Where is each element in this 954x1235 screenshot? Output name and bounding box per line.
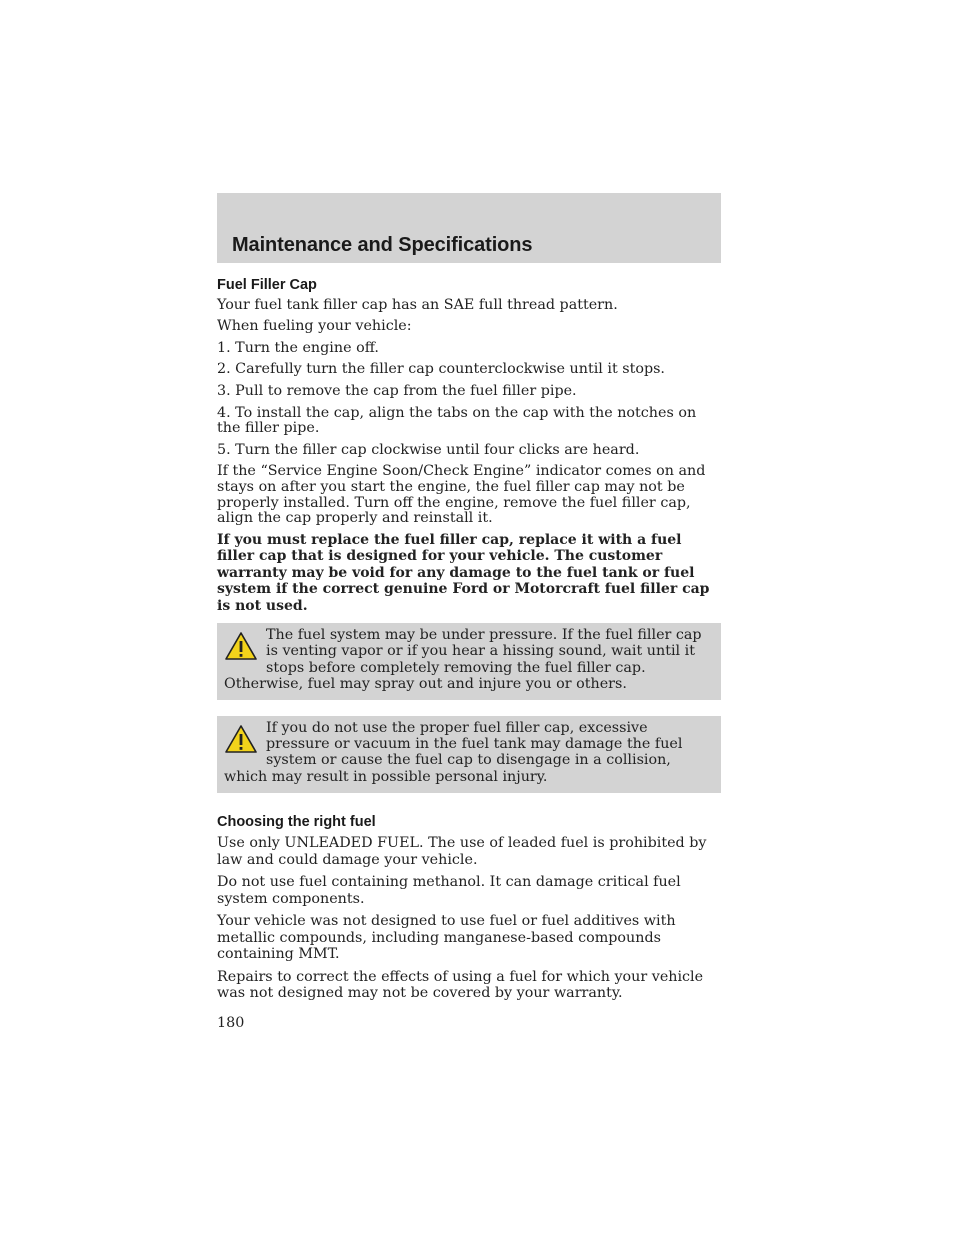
manual-page: [217, 193, 721, 1032]
section-title: Maintenance and Specifications: [232, 234, 533, 256]
page-number: 180: [217, 1014, 245, 1031]
fuel-filler-cap-heading: Fuel Filler Cap: [217, 277, 317, 293]
warning-triangle-icon: [224, 724, 258, 754]
fuel-paragraph-2: Do not use fuel containing methanol. It can damage critical fuel system components.: [217, 874, 681, 907]
warning-box-improper-cap: [217, 716, 721, 793]
fuel-paragraph-1: Use only UNLEADED FUEL. The use of leaded fuel is prohibited by law and could damage your vehicle.: [217, 835, 707, 868]
step-3: 3. Pull to remove the cap from the fuel filler pipe.: [217, 382, 577, 399]
page-content: [217, 278, 721, 1032]
intro-paragraph: Your fuel tank filler cap has an SAE full thread pattern.: [217, 296, 618, 313]
replace-cap-note: If you must replace the fuel filler cap, replace it with a fuel filler cap that is designed for your vehicle. The customer warranty may be void for any damage to the fuel tank or fuel system if the correct genuine Ford or Motorcraft fuel filler cap is not used.: [217, 531, 710, 614]
choosing-fuel-heading: Choosing the right fuel: [217, 813, 376, 830]
step-5: 5. Turn the filler cap clockwise until four clicks are heard.: [217, 441, 640, 458]
section-header: [217, 193, 721, 263]
when-fueling-paragraph: When fueling your vehicle:: [217, 318, 412, 335]
fuel-paragraph-3: Your vehicle was not designed to use fuel or fuel additives with metallic compounds, including manganese-based compounds containing MMT.: [217, 913, 676, 963]
step-2: 2. Carefully turn the filler cap counterclockwise until it stops.: [217, 361, 665, 378]
warning-triangle-icon: [224, 631, 258, 661]
step-4: 4. To install the cap, align the tabs on the cap with the notches on the filler pipe.: [217, 404, 697, 437]
fuel-paragraph-4: Repairs to correct the effects of using a fuel for which your vehicle was not designed may not be covered by your warranty.: [217, 968, 704, 1002]
indicator-note: If the “Service Engine Soon/Check Engine” indicator comes on and stays on after you start the engine, the fuel filler cap may not be properly installed. Turn off the engine, remove the fuel filler cap, align the cap properly and reinstall it.: [217, 463, 706, 527]
step-1: 1. Turn the engine off.: [217, 339, 379, 356]
warning-box-pressure: [217, 623, 721, 700]
warning-text-improper-cap: If you do not use the proper fuel filler cap, excessive pressure or vacuum in the fuel tank may damage the fuel system or cause the fuel cap to disengage in a collision, which may result in possible personal injury.: [224, 720, 683, 785]
warning-text-pressure: The fuel system may be under pressure. If the fuel filler cap is venting vapor or if you hear a hissing sound, wait until it stops before completely removing the fuel filler cap. Otherwise, fuel may spray out and injure you or others.: [224, 627, 702, 692]
